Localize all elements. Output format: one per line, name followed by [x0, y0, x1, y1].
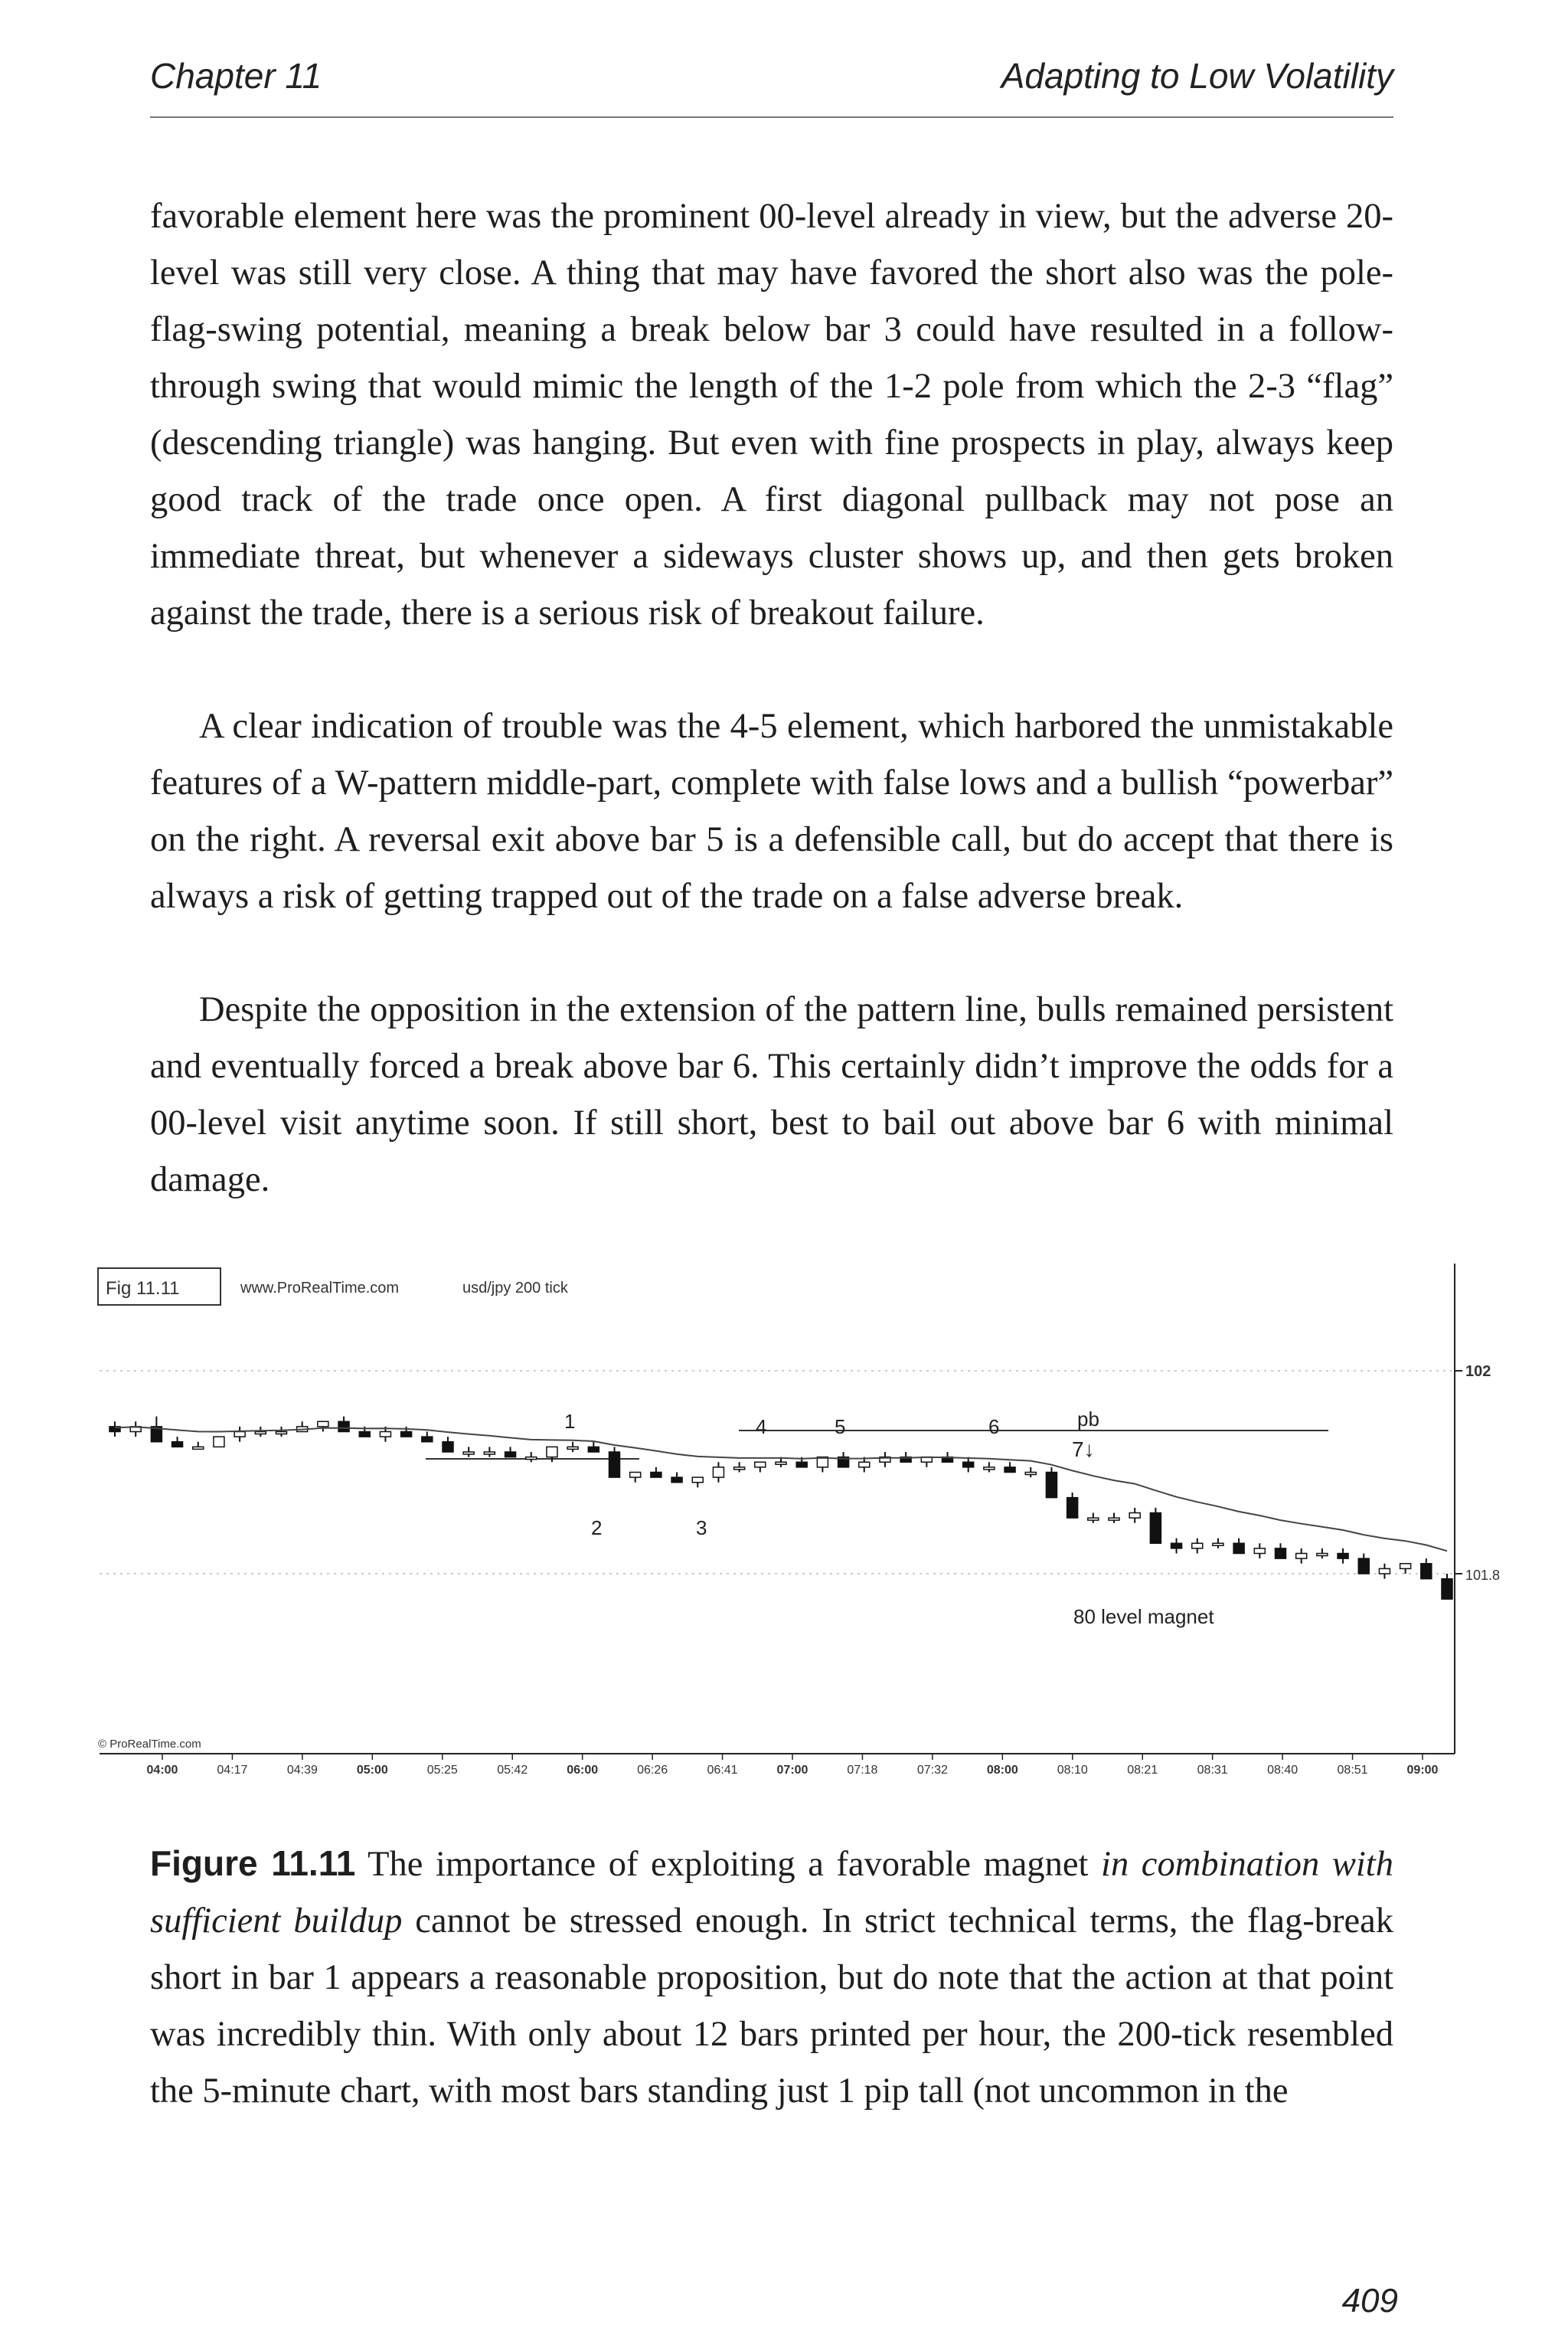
chart-copyright: © ProRealTime.com	[98, 1738, 201, 1751]
candle-body	[1233, 1543, 1244, 1553]
x-tick-label: 06:26	[637, 1764, 668, 1777]
candle-body	[214, 1437, 224, 1447]
x-tick-label: 08:40	[1267, 1764, 1298, 1777]
candle-body	[588, 1447, 599, 1452]
candle-body	[713, 1467, 724, 1477]
candle-body	[1004, 1467, 1015, 1473]
x-tick-label: 07:32	[916, 1764, 948, 1777]
candle-body	[796, 1462, 807, 1467]
candle-body	[1254, 1548, 1265, 1554]
candle-body	[193, 1447, 204, 1449]
candle-body	[1213, 1543, 1223, 1545]
x-tick-label: 04:17	[217, 1764, 248, 1777]
candle-body	[505, 1452, 516, 1457]
x-tick-label: 09:00	[1406, 1764, 1439, 1777]
caption-text-1: The importance of exploiting a favorable magnet	[368, 1845, 1102, 1884]
source-url: www.ProRealTime.com	[240, 1280, 400, 1296]
x-tick-label: 04:39	[286, 1764, 318, 1777]
candle-body	[651, 1473, 662, 1478]
candle-body	[567, 1447, 578, 1449]
page-number: 409	[1341, 2282, 1398, 2320]
magnet-annotation: 80 level magnet	[1073, 1605, 1214, 1628]
paragraph-3-text: Despite the opposition in the extension of the pattern line, bulls remained persistent and eventually forced a break above bar 6. This certainly didn’t improve the odds for a 00-level visit anytime soon. If still short, best to bail out above bar 6 with minimal damage.	[150, 990, 1393, 1199]
candle-body	[276, 1432, 287, 1434]
paragraph-1-text: favorable element here was the prominent 00-level already in view, but the adverse 20-level was still very close. A thing that may have favored the short also was the pole-flag-swing potential, meaning a break below bar 3 could have resulted in a follow-through swing that would mimic the length of the 1-2 pole from which the 2-3 “flag” (descending triangle) was hanging. But even with fine prospects in play, always keep good track of the trade once open. A first diagonal pullback may not pose an immediate threat, but whenever a sideways cluster shows up, and then gets broken against the trade, there is a serious risk of breakout failure.	[150, 197, 1393, 633]
x-tick-label: 04:00	[146, 1764, 178, 1777]
x-tick-label: 08:31	[1197, 1764, 1228, 1777]
y-tick-label-102: 102	[1465, 1363, 1491, 1380]
x-tick-label: 08:10	[1057, 1764, 1088, 1777]
x-tick-label: 08:00	[986, 1764, 1018, 1777]
candle-body	[1421, 1564, 1432, 1579]
instrument-label: usd/jpy 200 tick	[462, 1280, 568, 1296]
candle-body	[859, 1462, 870, 1467]
candle-body	[463, 1452, 474, 1454]
candle-body	[1400, 1564, 1411, 1569]
candle-body	[443, 1442, 453, 1452]
candle-body	[1129, 1513, 1140, 1519]
candle-body	[359, 1432, 370, 1437]
candle-body	[484, 1452, 495, 1454]
bar-label-3: 3	[696, 1516, 707, 1539]
bar-label-4: 4	[756, 1415, 767, 1438]
x-tick-label: 05:25	[426, 1764, 458, 1777]
candle-body	[609, 1452, 620, 1477]
moving-average-line	[115, 1427, 1447, 1551]
x-tick-label: 08:51	[1337, 1764, 1368, 1777]
candle-body	[1276, 1548, 1286, 1558]
pullback-label: pb	[1077, 1408, 1099, 1431]
section-title-header: Adapting to Low Volatility	[1001, 56, 1393, 96]
candle-body	[1317, 1554, 1328, 1556]
candle-body	[547, 1447, 557, 1457]
candle-body	[1067, 1498, 1078, 1519]
bar-label-2: 2	[591, 1516, 603, 1539]
candle-body	[1338, 1554, 1348, 1559]
x-tick-label: 06:00	[567, 1764, 599, 1777]
candle-body	[255, 1432, 266, 1434]
candle-body	[1171, 1543, 1182, 1548]
candle-body	[1088, 1518, 1099, 1520]
candle-body	[234, 1432, 245, 1437]
x-tick-label: 07:00	[776, 1764, 808, 1777]
bar-label-6: 6	[988, 1415, 1000, 1438]
x-tick-label: 08:21	[1127, 1764, 1158, 1777]
candle-body	[1150, 1513, 1161, 1544]
candle-body	[1025, 1473, 1036, 1475]
candle-body	[963, 1462, 974, 1467]
candle-body	[1192, 1543, 1203, 1548]
candle-body	[422, 1437, 433, 1442]
candle-body	[671, 1477, 682, 1483]
candle-body	[1442, 1579, 1452, 1600]
bar-label-5: 5	[835, 1415, 846, 1438]
bar-label-7-arrow: 7↓	[1072, 1437, 1095, 1461]
candle-body	[380, 1432, 390, 1437]
candle-body	[1109, 1518, 1119, 1520]
candle-body	[692, 1477, 703, 1483]
bar-label-1: 1	[564, 1410, 576, 1433]
x-tick-label: 07:18	[847, 1764, 878, 1777]
candle-body	[1296, 1554, 1307, 1559]
candle-body	[318, 1421, 328, 1427]
candle-body	[1046, 1473, 1057, 1498]
caption-text-2: cannot be stressed enough. In strict technical terms, the flag-break short in bar 1 appears a reasonable proposition, but do note that the action at that point was incredibly thin. With only about 12 bars printed per hour, the 200-tick resembled the 5-minute chart, with most bars standing just 1 pip tall (not uncommon in the	[150, 1901, 1393, 2111]
candle-body	[630, 1473, 641, 1478]
x-tick-label: 05:00	[356, 1764, 388, 1777]
x-tick-label: 05:42	[497, 1764, 528, 1777]
figure-caption	[150, 1835, 1393, 2120]
candle-body	[734, 1467, 745, 1470]
candle-body	[526, 1457, 537, 1460]
x-axis-ticks	[147, 1754, 1439, 1777]
candle-body	[755, 1462, 766, 1467]
figure-number: Figure 11.11	[150, 1843, 356, 1883]
candle-body	[401, 1432, 412, 1437]
x-tick-label: 06:41	[707, 1764, 738, 1777]
candle-body	[984, 1467, 995, 1470]
caption-emphasis: in combination with sufficient buildup	[150, 1845, 1393, 1941]
candle-body	[1358, 1558, 1369, 1574]
candle-body	[1379, 1568, 1390, 1574]
candlestick-series	[109, 1417, 1452, 1600]
candle-body	[338, 1421, 349, 1431]
y-tick-label-101-8: 101.8	[1465, 1568, 1501, 1583]
paragraph-2-text: A clear indication of trouble was the 4-5 element, which harbored the unmistakable features of a W-pattern middle-part, complete with false lows and a bullish “powerbar” on the right. A reversal exit above bar 5 is a defensible call, but do accept that there is always a risk of getting trapped out of the trade on a false adverse break.	[150, 707, 1393, 916]
candle-body	[776, 1462, 786, 1464]
candle-body	[172, 1442, 183, 1447]
fig-tag-label: Fig 11.11	[106, 1278, 180, 1299]
chapter-header: Chapter 11	[150, 56, 322, 96]
